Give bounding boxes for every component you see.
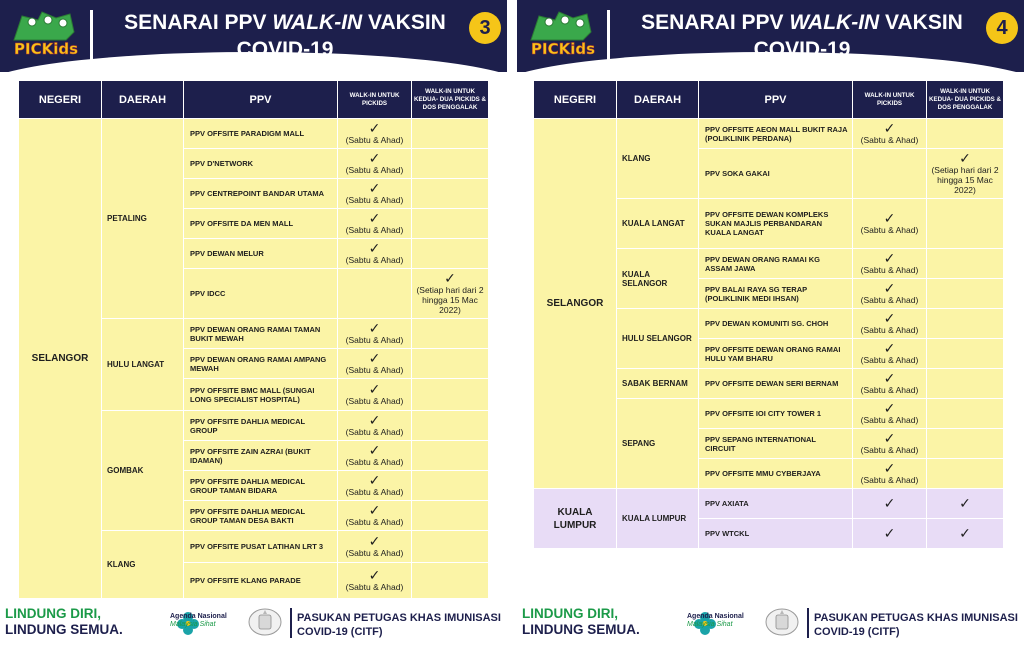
page-title: SENARAI PPV WALK-IN VAKSIN COVID-19 (124, 11, 446, 61)
daily-note: (Setiap hari dari 2 hingga 15 Mac 2022) (931, 165, 999, 195)
ppv-cell: PPV OFFSITE DAHLIA MEDICAL GROUP TAMAN DESA BAKTI (184, 501, 338, 531)
svg-text:PICKids: PICKids (14, 40, 79, 58)
pickids-cell (853, 339, 927, 369)
pickids-cell (338, 501, 412, 531)
booster-cell (412, 411, 489, 441)
weekend-note: (Sabtu & Ahad) (860, 265, 919, 275)
banner-divider (607, 10, 610, 60)
pickids-cell (338, 411, 412, 441)
ppv-table (533, 80, 1004, 549)
pickids-logo (525, 10, 597, 58)
check-icon: ✓ (368, 502, 381, 518)
daerah-cell: KLANG (102, 531, 184, 599)
booster-cell (412, 563, 489, 599)
check-icon: ✓ (883, 250, 896, 266)
pickids-cell (338, 239, 412, 269)
weekend-note: (Sabtu & Ahad) (345, 135, 404, 145)
weekend-note: (Sabtu & Ahad) (345, 255, 404, 265)
pickids-cell (853, 369, 927, 399)
svg-text:PICKids: PICKids (531, 40, 596, 58)
check-icon: ✓ (368, 240, 381, 256)
column-header-walkin-pickids: WALK-IN UNTUK PICKIDS (338, 81, 412, 119)
agenda-nasional-text: Agenda Nasional Malaysia Sihat (687, 613, 744, 628)
negeri-cell: SELANGOR (534, 119, 617, 489)
booster-cell (412, 239, 489, 269)
check-icon: ✓ (883, 340, 896, 356)
check-icon: ✓ (883, 495, 896, 511)
booster-cell (927, 489, 1004, 519)
check-icon: ✓ (368, 567, 381, 583)
weekend-note: (Sabtu & Ahad) (860, 385, 919, 395)
weekend-note: (Sabtu & Ahad) (345, 396, 404, 406)
table-row (19, 119, 489, 149)
ppv-cell: PPV WTCKL (699, 519, 853, 549)
page-title: SENARAI PPV WALK-IN VAKSIN COVID-19 (641, 11, 963, 61)
column-header-daerah: DAERAH (102, 81, 184, 119)
weekend-note: (Sabtu & Ahad) (345, 365, 404, 375)
column-header-ppv: PPV (184, 81, 338, 119)
ppv-cell: PPV IDCC (184, 269, 338, 319)
booster-cell (927, 249, 1004, 279)
daerah-cell: SEPANG (617, 399, 699, 489)
negeri-cell: KUALA LUMPUR (534, 489, 617, 549)
booster-cell (412, 501, 489, 531)
daerah-cell: KLANG (617, 119, 699, 199)
ppv-cell: PPV OFFSITE PARADIGM MALL (184, 119, 338, 149)
weekend-note: (Sabtu & Ahad) (345, 225, 404, 235)
weekend-note: (Sabtu & Ahad) (345, 335, 404, 345)
booster-cell (927, 279, 1004, 309)
ppv-cell: PPV BALAI RAYA SG TERAP (POLIKLINIK MEDI IHSAN) (699, 279, 853, 309)
weekend-note: (Sabtu & Ahad) (345, 548, 404, 558)
check-icon: ✓ (368, 381, 381, 397)
ppv-cell: PPV OFFSITE KLANG PARADE (184, 563, 338, 599)
citf-label: PASUKAN PETUGAS KHAS IMUNISASI COVID-19 (CITF) (814, 612, 1018, 638)
daerah-cell: GOMBAK (102, 411, 184, 531)
booster-cell (927, 369, 1004, 399)
page-number-badge: 3 (469, 12, 501, 44)
check-icon: ✓ (368, 533, 381, 549)
negeri-cell: SELANGOR (19, 119, 102, 599)
booster-cell (412, 319, 489, 349)
check-icon: ✓ (368, 412, 381, 428)
check-icon: ✓ (883, 120, 896, 136)
ppv-cell: PPV OFFSITE DEWAN KOMPLEKS SUKAN MAJLIS PERBANDARAN KUALA LANGAT (699, 199, 853, 249)
daerah-cell: HULU LANGAT (102, 319, 184, 411)
booster-cell (927, 519, 1004, 549)
weekend-note: (Sabtu & Ahad) (345, 427, 404, 437)
weekend-note: (Sabtu & Ahad) (345, 582, 404, 592)
booster-cell (412, 119, 489, 149)
pickids-cell (853, 119, 927, 149)
booster-cell (927, 199, 1004, 249)
weekend-note: (Sabtu & Ahad) (860, 415, 919, 425)
pickids-cell (853, 309, 927, 339)
check-icon: ✓ (883, 370, 896, 386)
booster-cell (927, 309, 1004, 339)
ppv-cell: PPV OFFSITE AEON MALL BUKIT RAJA (POLIKLINIK PERDANA) (699, 119, 853, 149)
ppv-cell: PPV DEWAN KOMUNITI SG. CHOH (699, 309, 853, 339)
check-icon: ✓ (883, 430, 896, 446)
column-header-daerah: DAERAH (617, 81, 699, 119)
booster-cell (927, 429, 1004, 459)
check-icon: ✓ (883, 210, 896, 226)
column-header-negeri: NEGERI (19, 81, 102, 119)
check-icon: ✓ (368, 210, 381, 226)
ppv-cell: PPV OFFSITE ZAIN AZRAI (BUKIT IDAMAN) (184, 441, 338, 471)
ppv-cell: PPV DEWAN ORANG RAMAI AMPANG MEWAH (184, 349, 338, 379)
weekend-note: (Sabtu & Ahad) (345, 517, 404, 527)
check-icon: ✓ (883, 280, 896, 296)
slogan (5, 606, 123, 638)
ppv-cell: PPV OFFSITE DEWAN SERI BERNAM (699, 369, 853, 399)
weekend-note: (Sabtu & Ahad) (860, 225, 919, 235)
pickids-cell (338, 471, 412, 501)
ppv-cell: PPV CENTREPOINT BANDAR UTAMA (184, 179, 338, 209)
ppv-cell: PPV OFFSITE PUSAT LATIHAN LRT 3 (184, 531, 338, 563)
ppv-cell: PPV D'NETWORK (184, 149, 338, 179)
booster-cell (927, 339, 1004, 369)
table-header-row (19, 81, 489, 119)
weekend-note: (Sabtu & Ahad) (860, 135, 919, 145)
pickids-cell (853, 399, 927, 429)
pickids-cell (338, 379, 412, 411)
ppv-cell: PPV OFFSITE DAHLIA MEDICAL GROUP (184, 411, 338, 441)
ppv-cell: PPV OFFSITE MMU CYBERJAYA (699, 459, 853, 489)
check-icon: ✓ (883, 400, 896, 416)
agenda-nasional-text: Agenda Nasional Malaysia Sihat (170, 613, 227, 628)
check-icon: ✓ (883, 525, 896, 541)
weekend-note: (Sabtu & Ahad) (860, 325, 919, 335)
daerah-cell: KUALA SELANGOR (617, 249, 699, 309)
booster-cell (927, 149, 1004, 199)
weekend-note: (Sabtu & Ahad) (860, 295, 919, 305)
column-header-negeri: NEGERI (534, 81, 617, 119)
slogan-line-2: LINDUNG SEMUA. (5, 622, 123, 637)
pickids-cell (853, 149, 927, 199)
ppv-cell: PPV AXIATA (699, 489, 853, 519)
weekend-note: (Sabtu & Ahad) (345, 195, 404, 205)
footer-divider (290, 608, 292, 638)
pickids-cell (338, 269, 412, 319)
slogan (522, 606, 640, 638)
daerah-cell: PETALING (102, 119, 184, 319)
check-icon: ✓ (368, 442, 381, 458)
weekend-note: (Sabtu & Ahad) (860, 355, 919, 365)
booster-cell (412, 209, 489, 239)
check-icon: ✓ (368, 180, 381, 196)
pickids-cell (338, 349, 412, 379)
check-icon: ✓ (959, 495, 971, 511)
ppv-cell: PPV OFFSITE DA MEN MALL (184, 209, 338, 239)
pickids-cell (853, 199, 927, 249)
slogan-line-2: LINDUNG SEMUA. (522, 622, 640, 637)
column-header-walkin-booster: WALK-IN UNTUK KEDUA- DUA PICKIDS & DOS PENGGALAK (927, 81, 1004, 119)
weekend-note: (Sabtu & Ahad) (345, 165, 404, 175)
footer (0, 600, 507, 646)
ppv-cell: PPV OFFSITE DEWAN ORANG RAMAI HULU YAM BHARU (699, 339, 853, 369)
pickids-cell (853, 459, 927, 489)
table-header-row (534, 81, 1004, 119)
weekend-note: (Sabtu & Ahad) (345, 487, 404, 497)
check-icon: ✓ (368, 320, 381, 336)
booster-cell (412, 531, 489, 563)
citf-label: PASUKAN PETUGAS KHAS IMUNISASI COVID-19 (CITF) (297, 612, 501, 638)
ppv-cell: PPV OFFSITE DAHLIA MEDICAL GROUP TAMAN BIDARA (184, 471, 338, 501)
column-header-walkin-booster: WALK-IN UNTUK KEDUA- DUA PICKIDS & DOS PENGGALAK (412, 81, 489, 119)
pickids-cell (338, 531, 412, 563)
column-header-ppv: PPV (699, 81, 853, 119)
booster-cell (412, 379, 489, 411)
booster-cell (412, 471, 489, 501)
check-icon: ✓ (883, 460, 896, 476)
ppv-cell: PPV OFFSITE BMC MALL (SUNGAI LONG SPECIALIST HOSPITAL) (184, 379, 338, 411)
booster-cell (412, 269, 489, 319)
pickids-logo (8, 10, 80, 58)
booster-cell (927, 119, 1004, 149)
check-icon: ✓ (368, 120, 381, 136)
government-crest-icon (247, 607, 283, 637)
footer-divider (807, 608, 809, 638)
ppv-cell: PPV SOKA GAKAI (699, 149, 853, 199)
government-crest-icon (764, 607, 800, 637)
table-row (534, 119, 1004, 149)
booster-cell (412, 441, 489, 471)
pickids-cell (338, 149, 412, 179)
booster-cell (412, 149, 489, 179)
slogan-line-1: LINDUNG DIRI, (522, 606, 618, 621)
pickids-cell (338, 119, 412, 149)
weekend-note: (Sabtu & Ahad) (860, 475, 919, 485)
booster-cell (412, 179, 489, 209)
check-icon: ✓ (959, 525, 971, 541)
pickids-cell (853, 489, 927, 519)
table-row (534, 489, 1004, 519)
pickids-cell (338, 441, 412, 471)
check-icon: ✓ (959, 150, 971, 166)
ppv-table (18, 80, 489, 599)
footer (517, 600, 1024, 646)
check-icon: ✓ (368, 150, 381, 166)
check-icon: ✓ (368, 350, 381, 366)
column-header-walkin-pickids: WALK-IN UNTUK PICKIDS (853, 81, 927, 119)
pickids-cell (338, 563, 412, 599)
ppv-cell: PPV SEPANG INTERNATIONAL CIRCUIT (699, 429, 853, 459)
panel-page-4 (517, 0, 1024, 646)
check-icon: ✓ (444, 270, 456, 286)
pickids-cell (338, 209, 412, 239)
weekend-note: (Sabtu & Ahad) (860, 445, 919, 455)
pickids-cell (853, 519, 927, 549)
pickids-cell (853, 249, 927, 279)
pickids-cell (338, 319, 412, 349)
ppv-cell: PPV DEWAN ORANG RAMAI KG ASSAM JAWA (699, 249, 853, 279)
weekend-note: (Sabtu & Ahad) (345, 457, 404, 467)
booster-cell (927, 399, 1004, 429)
pickids-cell (853, 279, 927, 309)
ppv-cell: PPV DEWAN ORANG RAMAI TAMAN BUKIT MEWAH (184, 319, 338, 349)
ppv-cell: PPV OFFSITE IOI CITY TOWER 1 (699, 399, 853, 429)
daerah-cell: HULU SELANGOR (617, 309, 699, 369)
daerah-cell: KUALA LUMPUR (617, 489, 699, 549)
pickids-cell (338, 179, 412, 209)
booster-cell (412, 349, 489, 379)
check-icon: ✓ (368, 472, 381, 488)
panel-page-3 (0, 0, 507, 646)
daily-note: (Setiap hari dari 2 hingga 15 Mac 2022) (416, 285, 484, 315)
page-number-badge: 4 (986, 12, 1018, 44)
slogan-line-1: LINDUNG DIRI, (5, 606, 101, 621)
daerah-cell: SABAK BERNAM (617, 369, 699, 399)
ppv-cell: PPV DEWAN MELUR (184, 239, 338, 269)
daerah-cell: KUALA LANGAT (617, 199, 699, 249)
banner-divider (90, 10, 93, 60)
pickids-cell (853, 429, 927, 459)
booster-cell (927, 459, 1004, 489)
check-icon: ✓ (883, 310, 896, 326)
